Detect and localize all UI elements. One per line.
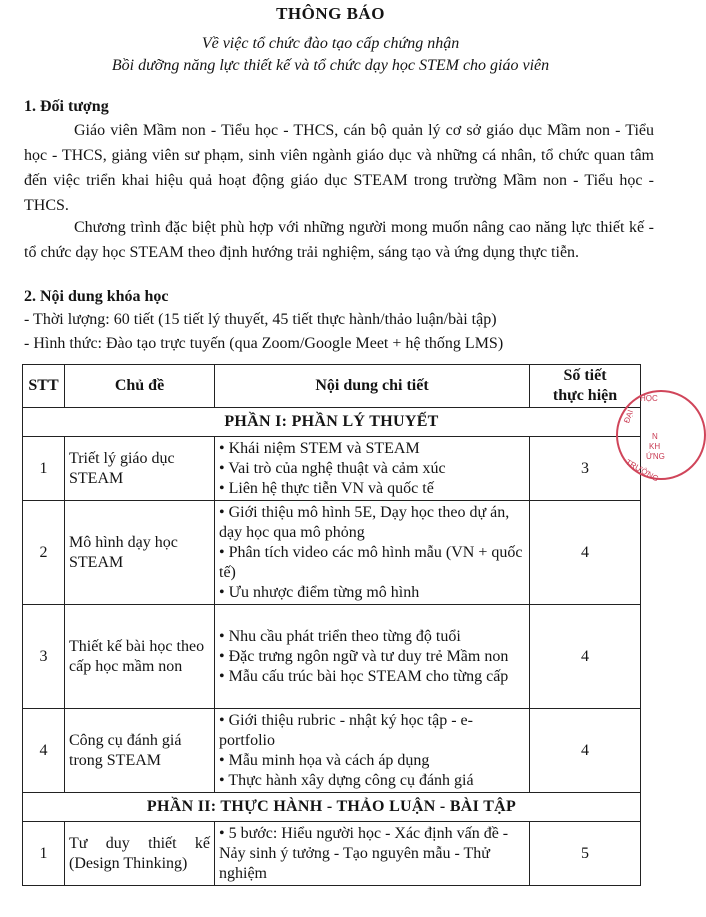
row-details (215, 605, 530, 709)
row-details (215, 822, 530, 886)
header-hours-line2: thực hiện (552, 387, 618, 404)
part1-title: PHẦN I: PHẦN LÝ THUYẾT (23, 408, 641, 437)
part2-row (23, 793, 641, 822)
table-row (23, 501, 641, 605)
row-topic: Triết lý giáo dục STEAM (65, 437, 215, 501)
row-hours: 3 (530, 437, 641, 501)
table-row (23, 709, 641, 793)
header-stt: STT (23, 365, 65, 408)
table-header-row (23, 365, 641, 408)
detail-item: • Vai trò của nghệ thuật và cảm xúc (219, 459, 446, 477)
seal-text: ĐẠI (622, 408, 636, 425)
row-stt: 1 (23, 437, 65, 501)
detail-item: • Giới thiệu mô hình 5E, Dạy học theo dự án, dạy học qua mô phỏng (219, 503, 510, 541)
table-row (23, 822, 641, 886)
detail-item: • Mẫu minh họa và cách áp dụng (219, 751, 430, 769)
seal-text: HỌC (640, 394, 658, 403)
table-row (23, 437, 641, 501)
row-details (215, 437, 530, 501)
header-topic: Chủ đề (65, 365, 215, 408)
row-topic: Công cụ đánh giá trong STEAM (65, 709, 215, 793)
row-topic: Thiết kế bài học theo cấp học mầm non (65, 605, 215, 709)
notice-subtitle-line2: Bồi dưỡng năng lực thiết kế và tổ chức dạy học STEM cho giáo viên (111, 57, 550, 74)
section1-paragraph1 (24, 118, 654, 218)
seal-text: ỨNG (646, 452, 665, 461)
header-hours-line1: Số tiết (563, 367, 607, 384)
detail-item: • Thực hành xây dựng công cụ đánh giá (219, 771, 474, 789)
notice-title: THÔNG BÁO (276, 4, 385, 23)
detail-item: • Phân tích video các mô hình mẫu (VN + quốc tế) (219, 543, 523, 581)
row-stt: 3 (23, 605, 65, 709)
part1-row (23, 408, 641, 437)
row-topic: Tư duy thiết kế (Design Thinking) (65, 822, 215, 886)
course-format: - Hình thức: Đào tạo trực tuyến (qua Zoom/Google Meet + hệ thống LMS) (24, 335, 504, 352)
row-stt: 4 (23, 709, 65, 793)
section1-paragraph2-text: Chương trình đặc biệt phù hợp với những người mong muốn nâng cao năng lực thiết kế - tổ chức dạy học STEAM theo định hướng trải nghiệm, sáng tạo và ứng dụng thực tiễn. (24, 219, 654, 261)
detail-item: • Nhu cầu phát triển theo từng độ tuổi (219, 627, 461, 645)
course-table (22, 364, 641, 886)
detail-item: • Mẫu cấu trúc bài học STEAM cho từng cấp (219, 667, 509, 685)
seal-text: TRƯỜNG (624, 457, 661, 484)
detail-item: • Ưu nhược điểm từng mô hình (219, 583, 420, 601)
row-stt: 1 (23, 822, 65, 886)
row-hours: 5 (530, 822, 641, 886)
notice-subtitle-line1: Về việc tổ chức đào tạo cấp chứng nhận (201, 35, 460, 52)
row-hours: 4 (530, 709, 641, 793)
detail-item: • Liên hệ thực tiễn VN và quốc tế (219, 479, 434, 497)
row-hours: 4 (530, 501, 641, 605)
seal-text: KH (649, 442, 661, 451)
section1-paragraph2 (24, 215, 654, 265)
row-details (215, 501, 530, 605)
header-detail: Nội dung chi tiết (215, 365, 530, 408)
course-duration: - Thời lượng: 60 tiết (15 tiết lý thuyết, 45 tiết thực hành/thảo luận/bài tập) (24, 311, 497, 328)
row-topic: Mô hình dạy học STEAM (65, 501, 215, 605)
official-seal (612, 388, 672, 484)
part2-title: PHẦN II: THỰC HÀNH - THẢO LUẬN - BÀI TẬP (23, 793, 641, 822)
section1-paragraph1-text: Giáo viên Mầm non - Tiểu học - THCS, cán bộ quản lý cơ sở giáo dục Mầm non - Tiểu học - THCS, giảng viên sư phạm, sinh viên ngành giáo dục và những cá nhân, tổ chức quan tâm đến việc triển khai hiệu quả hoạt động giáo dục STEAM trong trường Mầm non - Tiểu học - THCS. (24, 122, 654, 214)
detail-item: • Khái niệm STEM và STEAM (219, 439, 420, 457)
seal-text: N (652, 432, 658, 441)
section2-heading: 2. Nội dung khóa học (24, 288, 169, 305)
row-stt: 2 (23, 501, 65, 605)
section1-heading: 1. Đối tượng (24, 98, 109, 115)
table-row (23, 605, 641, 709)
detail-item: • Đặc trưng ngôn ngữ và tư duy trẻ Mầm non (219, 647, 509, 665)
detail-item: • Giới thiệu rubric - nhật ký học tập - e-portfolio (219, 711, 473, 749)
row-hours: 4 (530, 605, 641, 709)
detail-item: • 5 bước: Hiểu người học - Xác định vấn đề - Nảy sinh ý tưởng - Tạo nguyên mẫu - Thử nghiệm (219, 824, 509, 882)
row-details (215, 709, 530, 793)
